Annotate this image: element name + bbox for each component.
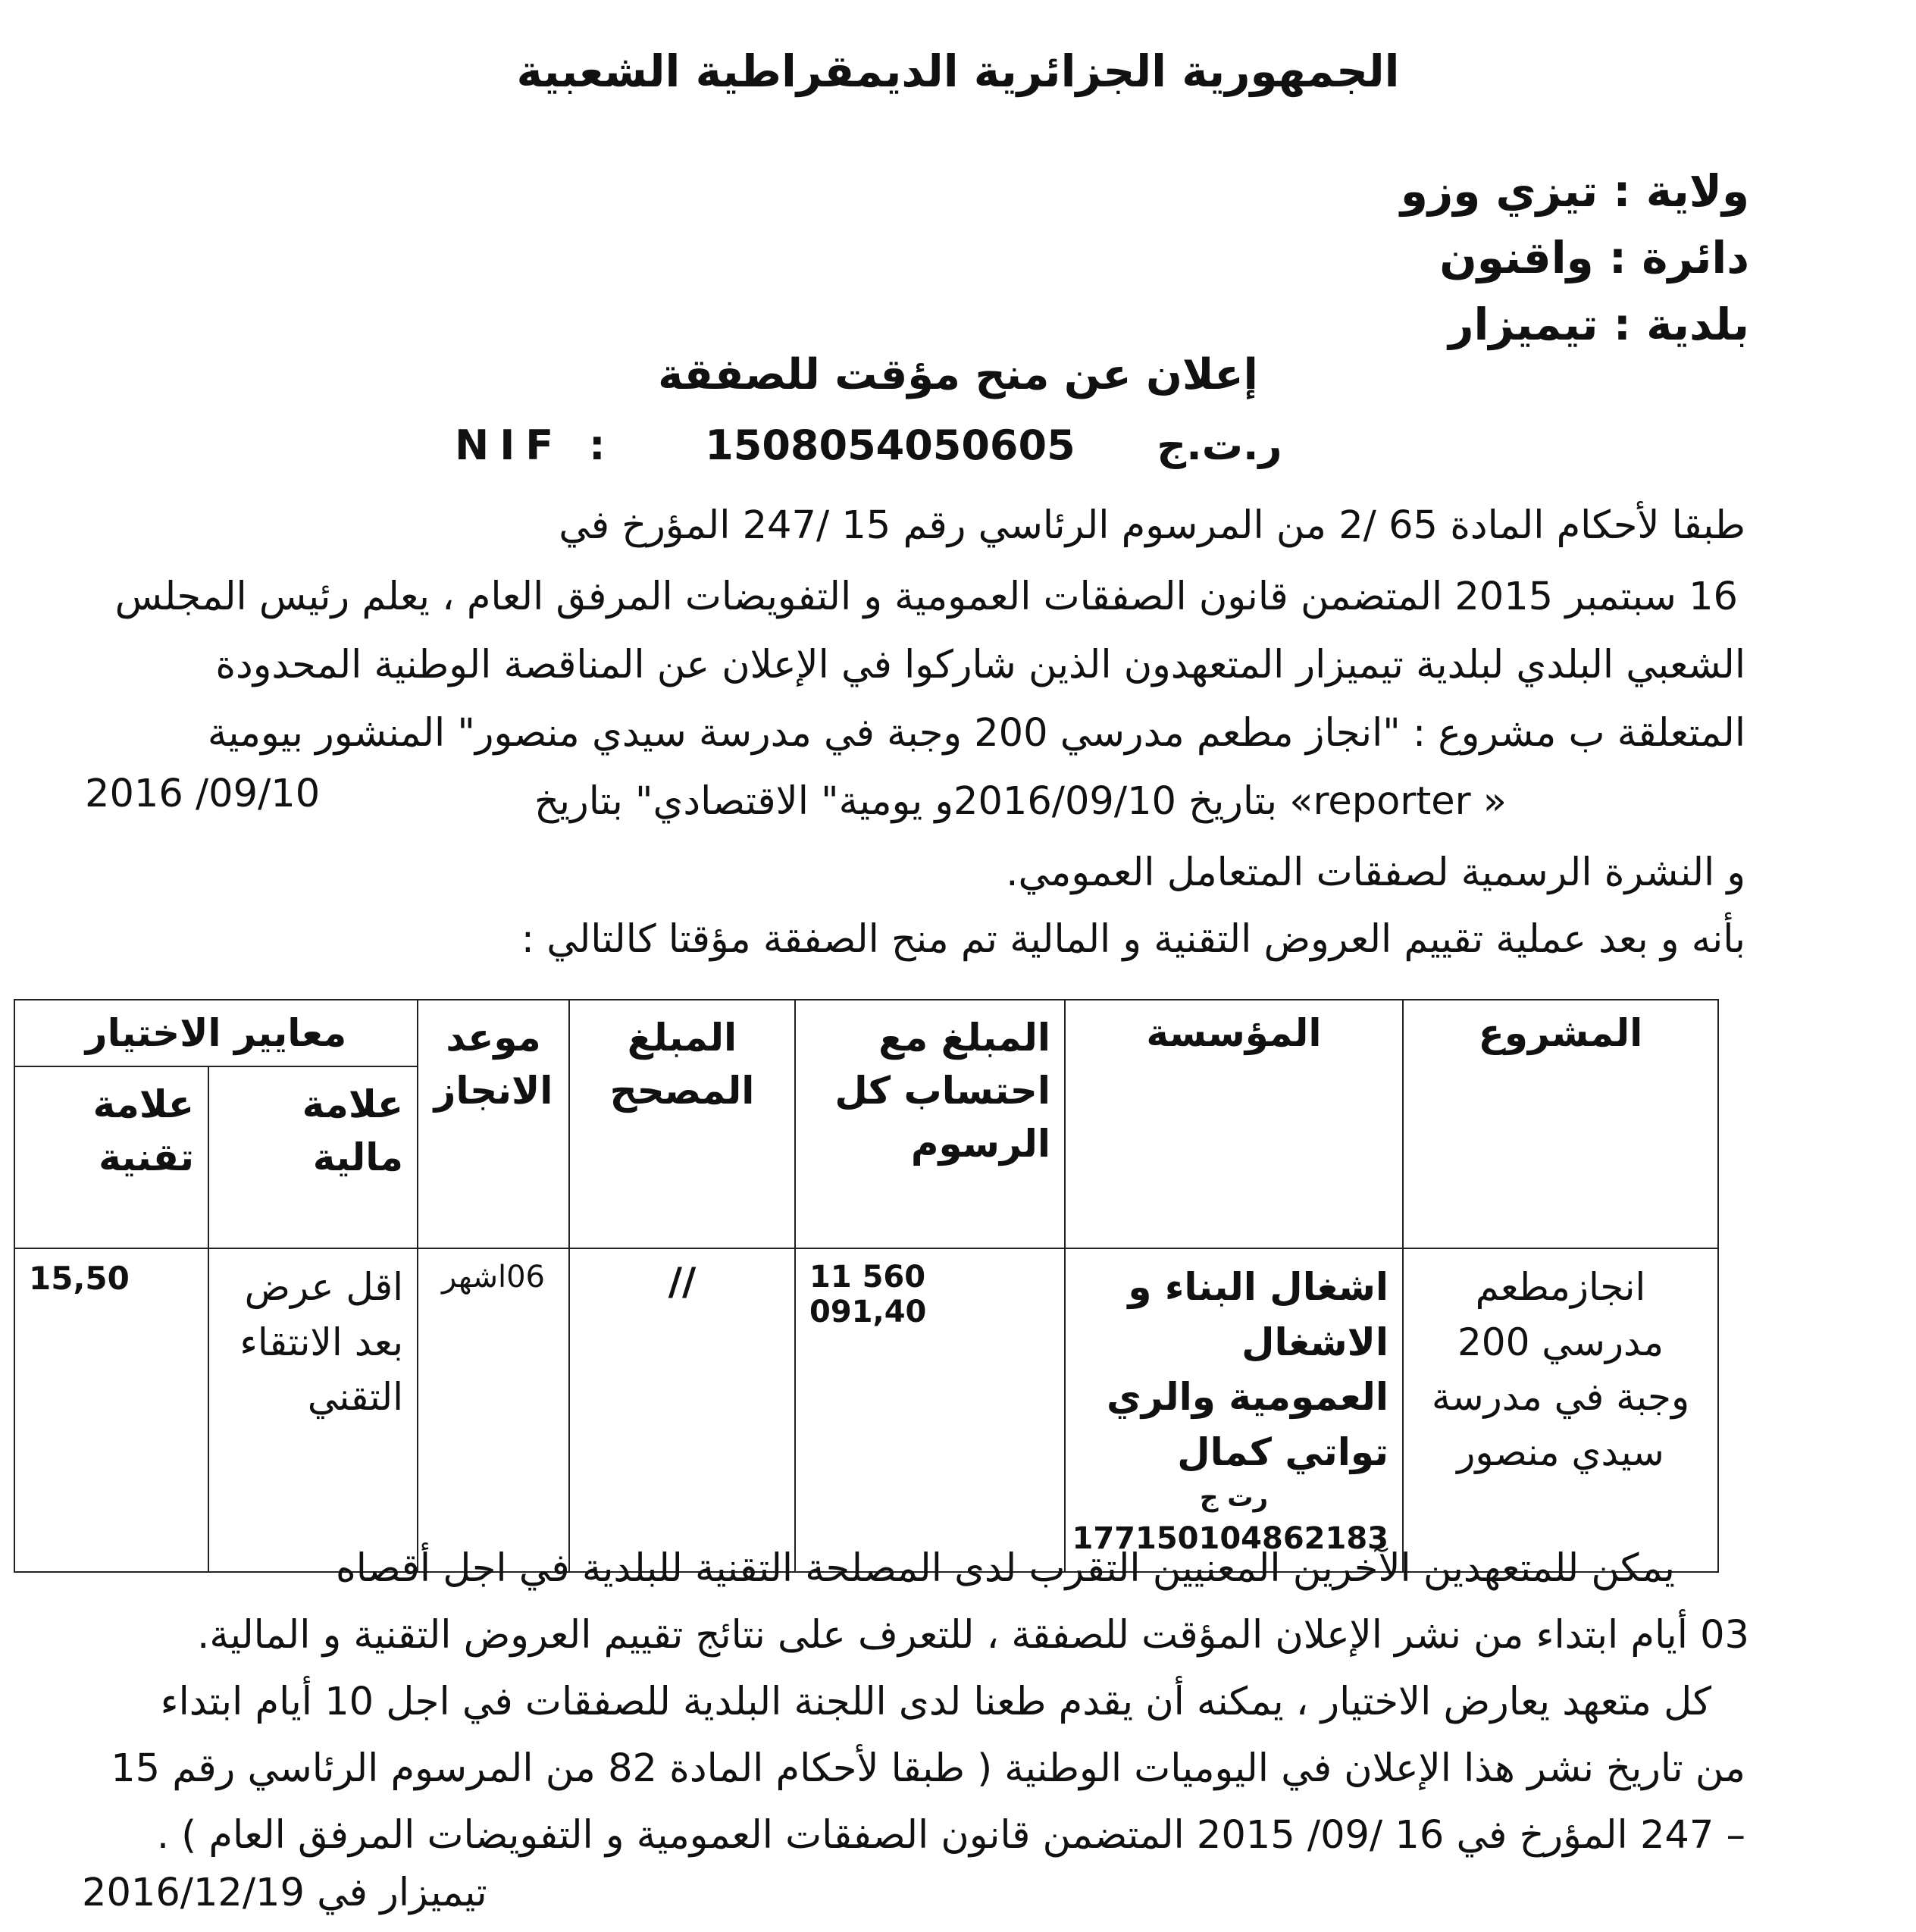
cell-project: انجازمطعم مدرسي 200 وجبة في مدرسة سيدي منصور [1403, 1248, 1718, 1572]
commune-line: بلدية : تيميزار [1448, 299, 1749, 350]
closing-line-2: 03 أيام ابتداء من نشر الإعلان المؤقت للصفقة ، للتعرف على نتائج تقييم العروض التقنية و المالية. [197, 1613, 1749, 1658]
nif-number: 1508054050605 [705, 421, 1075, 469]
nif-label: NIF : [455, 421, 616, 469]
intro-line-2: 16 سبتمبر 2015 المتضمن قانون الصفقات العمومية و التفويضات المرفق العام ، يعلم رئيس المجلس [114, 575, 1738, 619]
header-amount-corrected: المبلغ المصحح [569, 1000, 795, 1248]
cell-deadline: 06اشهر [418, 1248, 569, 1572]
daira-line: دائرة : واقنون [1439, 232, 1749, 283]
announcement-title: إعلان عن منح مؤقت للصفقة [658, 350, 1258, 399]
header-company: المؤسسة [1065, 1000, 1403, 1248]
cell-company [1065, 1248, 1403, 1572]
closing-line-5: – 247 المؤرخ في 16 /09/ 2015 المتضمن قانون الصفقات العمومية و التفويضات المرفق العام ) . [156, 1813, 1745, 1858]
header-financial-score: علامة مالية [208, 1066, 418, 1248]
company-name: اشغال البناء و الاشغال العمومية والري تواتي كمال [1106, 1265, 1388, 1474]
header-criteria: معايير الاختيار [14, 1000, 418, 1066]
wilaya-line: ولاية : تيزي وزو [1400, 165, 1749, 217]
closing-line-4: من تاريخ نشر هذا الإعلان في اليوميات الوطنية ( طبقا لأحكام المادة 82 من المرسوم الرئاسي رقم 15 [111, 1746, 1745, 1791]
intro-line-1: طبقا لأحكام المادة 65 /2 من المرسوم الرئاسي رقم 15 /247 المؤرخ في [559, 503, 1745, 548]
company-rtj-number: 177150104862183 [1072, 1521, 1388, 1557]
cell-financial-score: اقل عرض بعد الانتقاء التقني [208, 1248, 418, 1572]
nif-row [455, 421, 1282, 469]
cell-amount-corrected: // [569, 1248, 795, 1572]
country-header: الجمهورية الجزائرية الديمقراطية الشعبية [516, 45, 1400, 97]
intro-line-5-date: 2016 /09/10 [85, 772, 321, 816]
award-table [14, 999, 1719, 1573]
closing-line-1: يمكن للمتعهدين الآخرين المعنيين التقرب لدى المصلحة التقنية للبلدية في اجل أقصاه [335, 1546, 1675, 1591]
header-deadline: موعد الانجاز [418, 1000, 569, 1248]
header-amount-all: المبلغ مع احتساب كل الرسوم [795, 1000, 1065, 1248]
intro-line-6: و النشرة الرسمية لصفقات المتعامل العمومي. [1006, 850, 1745, 895]
intro-line-5: « reporter» بتاريخ 2016/09/10و يومية" الاقتصادي" بتاريخ [534, 779, 1507, 824]
nif-rtj: ر.ت.ج [1157, 421, 1282, 469]
intro-line-7: بأنه و بعد عملية تقييم العروض التقنية و المالية تم منح الصفقة مؤقتا كالتالي : [521, 917, 1745, 962]
header-project: المشروع [1403, 1000, 1718, 1248]
intro-line-3: الشعبي البلدي لبلدية تيميزار المتعهدون الذين شاركوا في الإعلان عن المناقصة الوطنية المحدودة [215, 643, 1745, 687]
closing-date: تيميزار في 2016/12/19 [82, 1871, 487, 1915]
header-technical-score: علامة تقنية [14, 1066, 208, 1248]
company-rtj-label: رت ج [1199, 1483, 1269, 1513]
intro-line-4: المتعلقة ب مشروع : "انجاز مطعم مدرسي 200 وجبة في مدرسة سيدي منصور" المنشور بيومية [207, 711, 1745, 756]
closing-line-3: كل متعهد يعارض الاختيار ، يمكنه أن يقدم طعنا لدى اللجنة البلدية للصفقات في اجل 10 أيام ابتداء [160, 1680, 1711, 1724]
cell-technical-score: 15,50 [14, 1248, 208, 1572]
cell-amount-all: 11 560 091,40 [795, 1248, 1065, 1572]
